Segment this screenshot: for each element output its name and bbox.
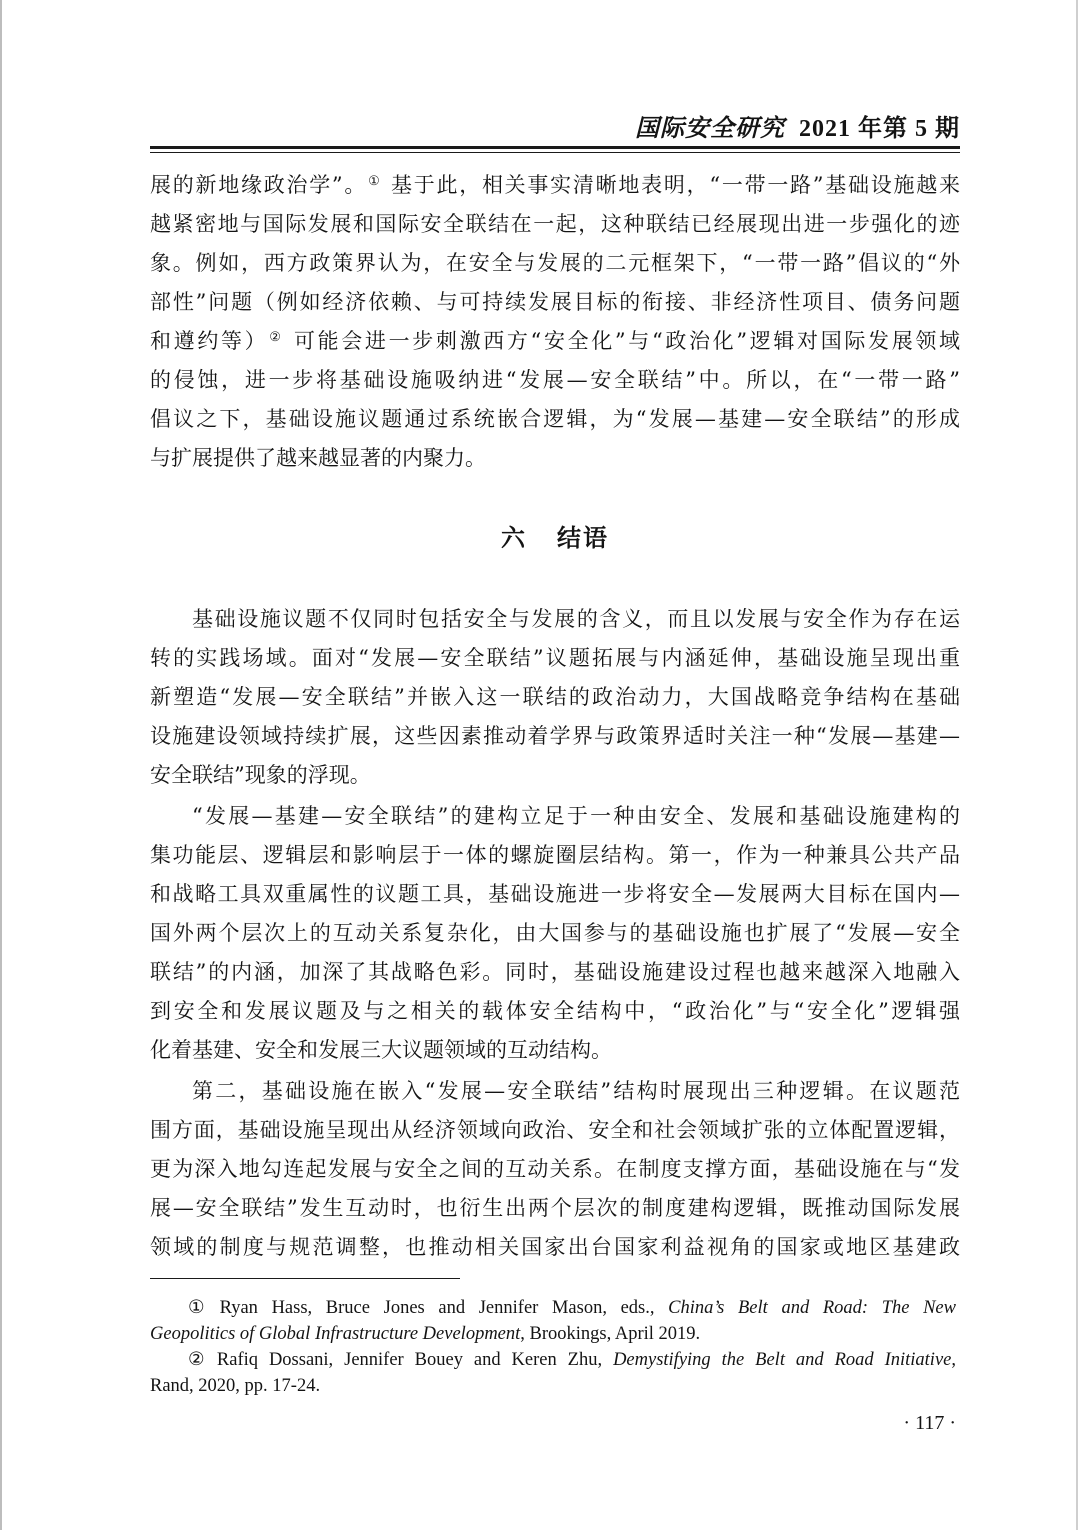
text-line: 联结”的内涵，加深了其战略色彩。同时，基础设施建设过程也越来越深入地融入 [150, 960, 960, 984]
header-rule-thick [150, 146, 960, 149]
footnote-mark: ① [188, 1298, 214, 1318]
text-line: 设施建设领域持续扩展，这些因素推动着学界与政策界适时关注一种“发展—基建— [150, 724, 960, 748]
text-line: 国外两个层次上的互动关系复杂化，由大国参与的基础设施也扩展了“发展—安全 [150, 921, 960, 945]
footnote-line: ② Rafiq Dossani, Jennifer Bouey and Keren Zhu, Demystifying the Belt and Road Initiative, [188, 1350, 956, 1370]
page-number: · 117 · [903, 1412, 956, 1434]
footnote-line: ① Ryan Hass, Bruce Jones and Jennifer Mason, eds., China’s Belt and Road: The New [188, 1298, 956, 1318]
text-line: 领域的制度与规范调整，也推动相关国家出台国家利益视角的国家或地区基建政 [150, 1235, 960, 1259]
text-line: 展的新地缘政治学”。① 基于此，相关事实清晰地表明，“一带一路”基础设施越来 [150, 173, 960, 197]
footnote-mark: ② [188, 1350, 211, 1370]
header-rule-thin [150, 152, 960, 153]
section-number: 六 [501, 524, 527, 552]
text-line: 越紧密地与国际发展和国际安全联结在一起，这种联结已经展现出进一步强化的迹 [150, 212, 960, 236]
text-line: 安全联结”现象的浮现。 [150, 763, 371, 787]
text-line: 转的实践场域。面对“发展—安全联结”议题拓展与内涵延伸，基础设施呈现出重 [150, 646, 960, 670]
text-line: 化着基建、安全和发展三大议题领域的互动结构。 [150, 1038, 612, 1062]
issue-number: 2021 年第 5 期 [799, 116, 960, 142]
footnote-line: Geopolitics of Global Infrastructure Development, Brookings, April 2019. [150, 1324, 701, 1344]
text-line: 与扩展提供了越来越显著的内聚力。 [150, 446, 486, 470]
running-header [150, 110, 960, 146]
text-line: 象。例如，西方政策界认为，在安全与发展的二元框架下，“一带一路”倡议的“外 [150, 251, 960, 275]
text-line: 倡议之下，基础设施议题通过系统嵌合逻辑，为“发展—基建—安全联结”的形成 [150, 407, 960, 431]
footnote-ref-1[interactable]: ① [368, 174, 382, 189]
footnote-line: Rand, 2020, pp. 17-24. [150, 1376, 321, 1396]
text-line: 的侵蚀，进一步将基础设施吸纳进“发展—安全联结”中。所以，在“一带一路” [150, 368, 960, 392]
footnote-ref-2[interactable]: ② [269, 330, 284, 345]
footnote-separator [150, 1278, 460, 1279]
text-line: 展—安全联结”发生互动时，也衍生出两个层次的制度建构逻辑，既推动国际发展 [150, 1196, 960, 1220]
text-line: 新塑造“发展—安全联结”并嵌入这一联结的政治动力，大国战略竞争结构在基础 [150, 685, 960, 709]
section-heading [150, 518, 960, 558]
text-line: 到安全和发展议题及与之相关的载体安全结构中，“政治化”与“安全化”逻辑强 [150, 999, 960, 1023]
text-line: “发展—基建—安全联结”的建构立足于一种由安全、发展和基础设施建构的 [192, 804, 960, 828]
text-line: 集功能层、逻辑层和影响层于一体的螺旋圈层结构。第一，作为一种兼具公共产品 [150, 843, 960, 867]
journal-title: 国际安全研究 [635, 113, 785, 142]
section-title: 结语 [557, 524, 609, 552]
text-line: 部性”问题（例如经济依赖、与可持续发展目标的衔接、非经济性项目、债务问题 [150, 290, 960, 314]
text-line: 和遵约等）② 可能会进一步刺激西方“安全化”与“政治化”逻辑对国际发展领域 [150, 329, 960, 353]
text-line: 和战略工具双重属性的议题工具，基础设施进一步将安全—发展两大目标在国内— [150, 882, 960, 906]
text-line: 第二，基础设施在嵌入“发展—安全联结”结构时展现出三种逻辑。在议题范 [192, 1079, 960, 1103]
text-line: 围方面，基础设施呈现出从经济领域向政治、安全和社会领域扩张的立体配置逻辑， [150, 1118, 960, 1142]
text-line: 基础设施议题不仅同时包括安全与发展的含义，而且以发展与安全作为存在运 [192, 607, 960, 631]
text-line: 更为深入地勾连起发展与安全之间的互动关系。在制度支撑方面，基础设施在与“发 [150, 1157, 960, 1181]
